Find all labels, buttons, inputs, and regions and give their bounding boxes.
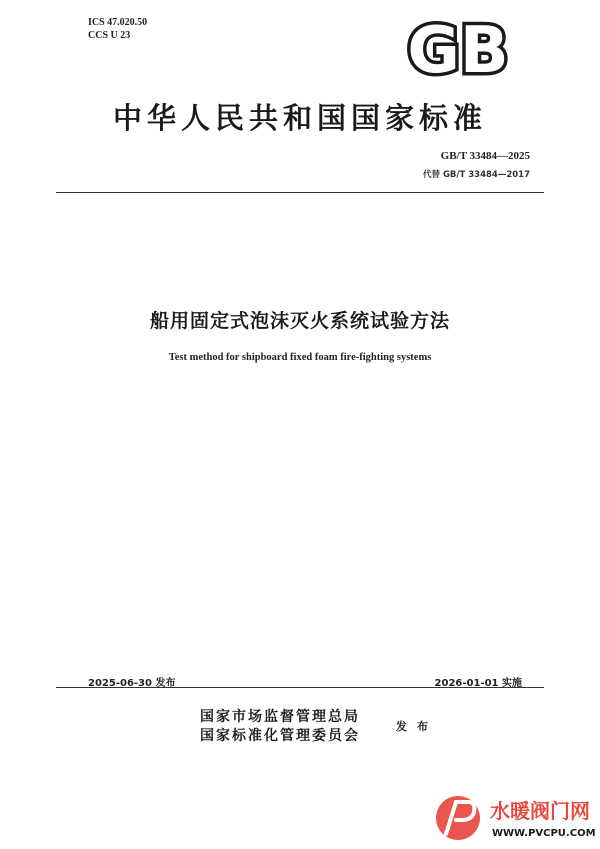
gb-logo-text: GB	[407, 18, 509, 80]
gb-logo	[402, 18, 514, 80]
standard-title-zh: 船用固定式泡沫灭火系统试验方法	[149, 310, 450, 332]
watermark	[432, 790, 600, 846]
pv-logo-icon	[436, 796, 480, 840]
classification-codes	[88, 16, 147, 42]
standard-number: GB/T 33484—2025	[440, 150, 530, 162]
watermark-url: WWW.PVCPU.COM	[492, 828, 596, 839]
ics-code: ICS 47.020.50	[88, 17, 148, 28]
standard-title-en: Test method for shipboard fixed foam fire-fighting systems	[168, 352, 432, 363]
issuer-samr: 国家市场监督管理总局	[200, 709, 360, 725]
bottom-divider	[56, 687, 544, 688]
top-divider	[56, 192, 544, 193]
issuing-authorities	[200, 708, 360, 746]
watermark-brand: 水暖阀门网	[490, 799, 590, 823]
issuer-sac: 国家标准化管理委员会	[200, 728, 360, 744]
national-standard-title: 中华人民共和国国家标准	[112, 101, 487, 135]
issue-date: 2025-06-30 发布	[88, 678, 176, 689]
replaces-standard: 代替 GB/T 33484—2017	[422, 170, 530, 180]
ccs-code: CCS U 23	[88, 30, 131, 41]
implementation-date: 2026-01-01 实施	[434, 678, 522, 689]
publish-label: 发 布	[396, 720, 431, 733]
